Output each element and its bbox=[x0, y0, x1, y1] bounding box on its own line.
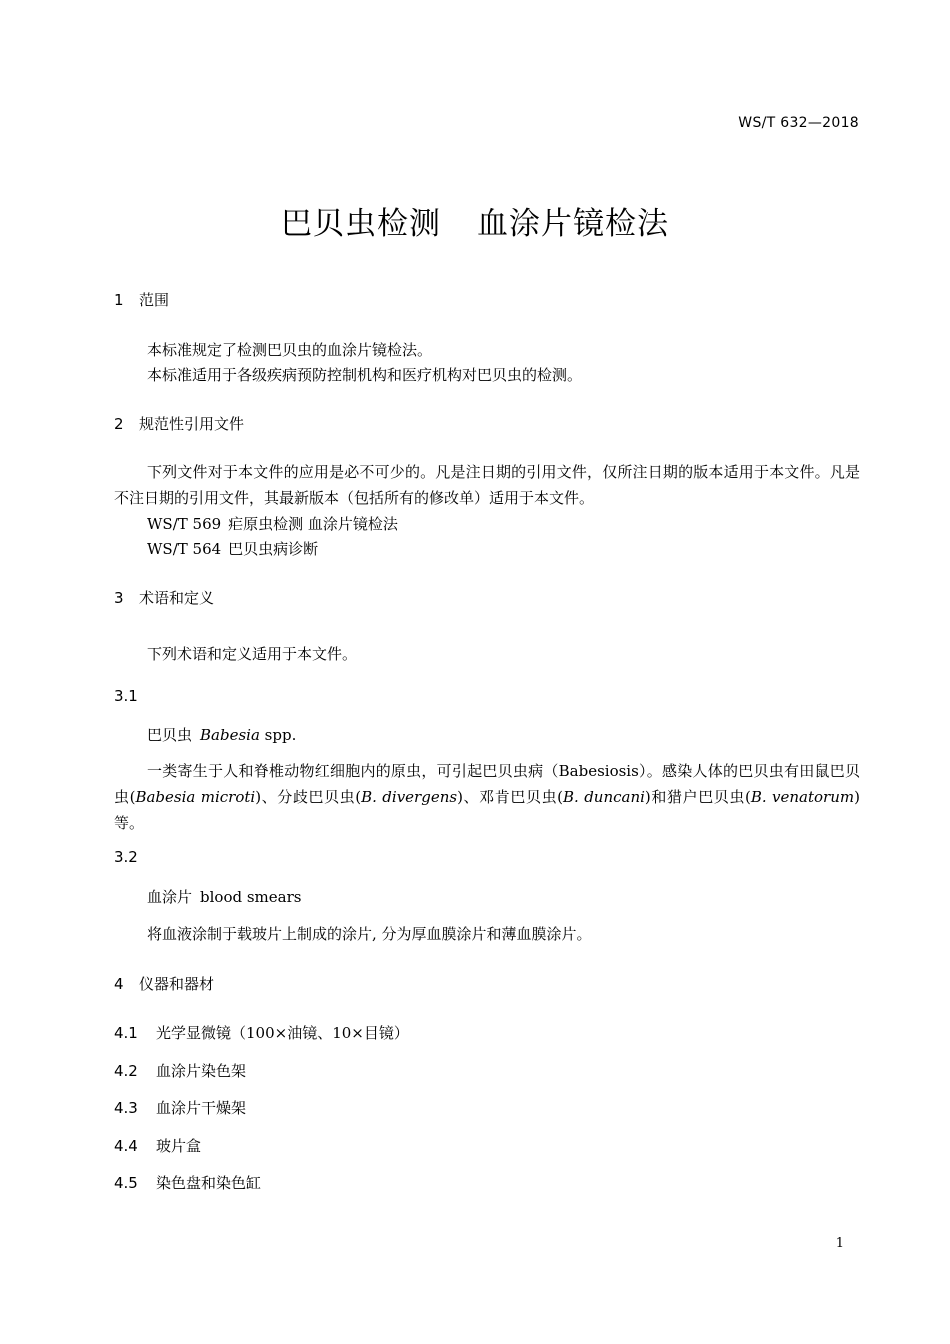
reference-item bbox=[147, 513, 398, 534]
term-zh: 巴贝虫 bbox=[147, 726, 193, 744]
section-2-heading bbox=[114, 413, 244, 434]
item-text: 染色盘和染色缸 bbox=[156, 1174, 262, 1192]
list-item bbox=[114, 1022, 409, 1043]
document-title bbox=[0, 198, 950, 243]
item-number: 4.1 bbox=[114, 1024, 138, 1042]
term-number: 3.1 bbox=[114, 687, 138, 705]
section-title: 术语和定义 bbox=[139, 589, 215, 607]
section-number: 3 bbox=[114, 589, 124, 607]
list-item bbox=[114, 1060, 246, 1081]
section-3-intro: 下列术语和定义适用于本文件。 bbox=[147, 645, 358, 663]
list-item bbox=[114, 1097, 246, 1118]
list-item bbox=[114, 1172, 261, 1193]
section-1-heading bbox=[114, 289, 169, 310]
section-1-paragraph-2: 本标准适用于各级疾病预防控制机构和医疗机构对巴贝虫的检测。 bbox=[147, 366, 583, 384]
section-title: 仪器和器材 bbox=[139, 975, 215, 993]
section-number: 4 bbox=[114, 975, 124, 993]
reference-code: WS/T 569 bbox=[147, 515, 222, 533]
item-number: 4.2 bbox=[114, 1062, 138, 1080]
section-3-heading bbox=[114, 587, 214, 608]
term-heading bbox=[147, 886, 301, 907]
title-part-2: 血涂片镜检法 bbox=[477, 206, 669, 242]
section-1-paragraph-1: 本标准规定了检测巴贝虫的血涂片镜检法。 bbox=[147, 341, 433, 359]
term-number: 3.2 bbox=[114, 848, 138, 866]
item-text: 光学显微镜（100×油镜、10×目镜） bbox=[156, 1024, 409, 1042]
item-number: 4.3 bbox=[114, 1099, 138, 1117]
term-en: blood smears bbox=[200, 888, 302, 906]
page-number: 1 bbox=[835, 1236, 844, 1251]
item-text: 血涂片染色架 bbox=[156, 1062, 247, 1080]
title-part-1: 巴贝虫检测 bbox=[281, 206, 441, 242]
list-item bbox=[114, 1135, 201, 1156]
section-number: 2 bbox=[114, 415, 124, 433]
term-definition: 将血液涂制于载玻片上制成的涂片, 分为厚血膜涂片和薄血膜涂片。 bbox=[147, 925, 592, 943]
reference-item bbox=[147, 538, 318, 559]
item-text: 血涂片干燥架 bbox=[156, 1099, 247, 1117]
section-title: 范围 bbox=[139, 291, 170, 309]
term-en: Babesia spp. bbox=[200, 726, 297, 744]
term-definition: 一类寄生于人和脊椎动物红细胞内的原虫，可引起巴贝虫病（Babesiosis）。感染人体的巴贝虫有田鼠巴贝虫(Babesia microti)、分歧巴贝虫(B. divergens)、邓肯巴贝虫(B. duncani)和猎户巴贝虫(B. venatorum)等。 bbox=[114, 762, 860, 832]
reference-code: WS/T 564 bbox=[147, 540, 222, 558]
standard-code: WS/T 632—2018 bbox=[738, 115, 859, 131]
reference-name: 巴贝虫病诊断 bbox=[228, 540, 319, 558]
section-number: 1 bbox=[114, 291, 124, 309]
reference-name: 疟原虫检测 血涂片镜检法 bbox=[228, 515, 398, 533]
section-title: 规范性引用文件 bbox=[139, 415, 245, 433]
item-text: 玻片盒 bbox=[156, 1137, 202, 1155]
term-heading bbox=[147, 724, 296, 745]
section-4-heading bbox=[114, 973, 214, 994]
item-number: 4.4 bbox=[114, 1137, 138, 1155]
term-zh: 血涂片 bbox=[147, 888, 193, 906]
section-2-intro: 下列文件对于本文件的应用是必不可少的。凡是注日期的引用文件，仅所注日期的版本适用于本文件。凡是不注日期的引用文件，其最新版本（包括所有的修改单）适用于本文件。 bbox=[114, 463, 860, 507]
item-number: 4.5 bbox=[114, 1174, 138, 1192]
